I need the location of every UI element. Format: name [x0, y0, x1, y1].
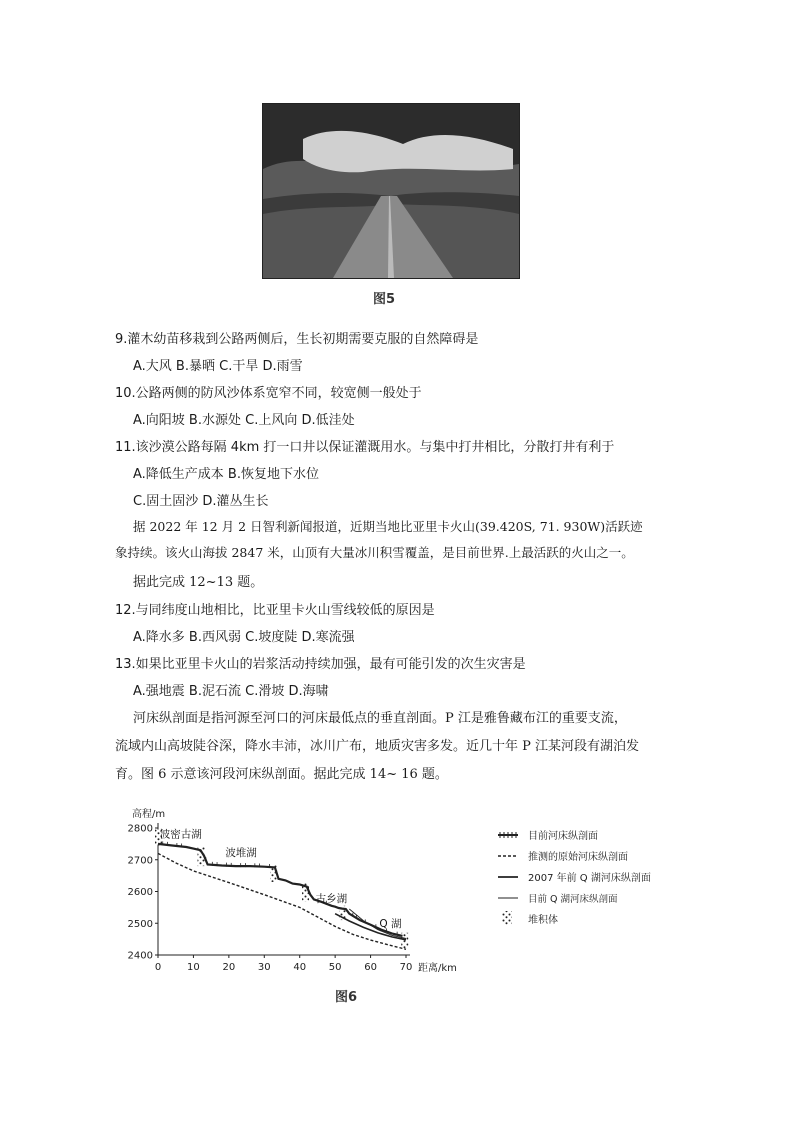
lake-label: 波密古湖	[159, 828, 202, 841]
q9-options: A.大风 B.暴晒 C.干旱 D.雨雪	[133, 359, 303, 374]
x-tick-label: 60	[364, 962, 377, 973]
passage1-line3: 据此完成 12~13 题。	[133, 575, 264, 590]
q13-options: A.强地震 B.泥石流 C.滑坡 D.海啸	[133, 684, 329, 699]
legend-deposit-swatch	[502, 911, 512, 925]
q12-options: A.降水多 B.西风弱 C.坡度陡 D.寒流强	[133, 630, 355, 645]
q10-options: A.向阳坡 B.水源处 C.上风向 D.低洼处	[133, 413, 355, 428]
x-axis-label: 距离/km	[418, 963, 457, 974]
legend-q-lake-current: 目前 Q 湖河床纵剖面	[528, 894, 618, 905]
q13-stem: 13.如果比亚里卡火山的岩浆活动持续加强，最有可能引发的次生灾害是	[115, 657, 526, 672]
y-tick-label: 2400	[127, 950, 153, 962]
q11-stem: 11.该沙漠公路每隔 4km 打一口井以保证灌溉用水。与集中打井相比，分散打井有利于	[115, 440, 615, 455]
x-tick-label: 0	[154, 962, 162, 973]
passage1-line2: 象持续。该火山海拔 2847 米，山顶有大量冰川积雪覆盖，是目前世界.上最活跃的火山之一。	[115, 545, 634, 560]
passage1-line1: 据 2022 年 12 月 2 日智利新闻报道，近期当地比亚里卡火山(39.420S, 71. 930W)活跃迹	[133, 519, 643, 534]
y-tick-label: 2700	[127, 855, 153, 867]
q12-stem: 12.与同纬度山地相比，比亚里卡火山雪线较低的原因是	[115, 603, 435, 618]
x-tick-label: 30	[257, 962, 271, 973]
legend-deposit: 堆积体	[528, 915, 558, 926]
lake-label: Q 湖	[379, 918, 402, 931]
y-axis-label: 高程/m	[132, 809, 166, 820]
legend-original-profile: 推测的原始河床纵剖面	[528, 852, 628, 863]
figure5-caption: 图5	[373, 292, 396, 307]
riverbed-profile-chart	[118, 805, 678, 980]
x-tick-label: 20	[222, 962, 236, 973]
legend-q-lake-2007: 2007 年前 Q 湖河床纵剖面	[528, 873, 651, 884]
lake-label: 波堆湖	[225, 846, 257, 859]
legend-current-profile: 目前河床纵剖面	[528, 831, 598, 842]
passage2-line2: 流域内山高坡陡谷深，降水丰沛，冰川广布，地质灾害多发。近几十年 P 江某河段有湖泊发	[115, 739, 640, 754]
figure6-caption: 图6	[335, 990, 358, 1005]
q10-stem: 10.公路两侧的防风沙体系宽窄不同，较宽侧一般处于	[115, 386, 422, 401]
q11-options-2: C.固土固沙 D.灌丛生长	[133, 494, 269, 509]
y-tick-label: 2600	[127, 887, 153, 898]
passage2-line1: 河床纵剖面是指河源至河口的河床最低点的垂直剖面。P 江是雅鲁藏布江的重要支流，	[133, 711, 627, 726]
x-tick-label: 40	[293, 962, 307, 973]
passage2-line3: 育。图 6 示意该河段河床纵剖面。据此完成 14~ 16 题。	[115, 767, 448, 782]
y-tick-label: 2500	[127, 918, 153, 930]
x-tick-label: 50	[328, 962, 342, 973]
q11-options-1: A.降低生产成本 B.恢复地下水位	[133, 467, 319, 482]
road-desert-photo	[262, 103, 520, 279]
x-tick-label: 70	[399, 962, 413, 973]
inferred-original-profile-line	[158, 853, 406, 949]
legend	[498, 829, 651, 926]
y-tick-label: 2800	[127, 823, 153, 835]
lake-label: 古乡湖	[315, 892, 348, 905]
q9-stem: 9.灌木幼苗移栽到公路两侧后，生长初期需要克服的自然障碍是	[115, 332, 479, 347]
x-tick-label: 10	[187, 962, 200, 973]
